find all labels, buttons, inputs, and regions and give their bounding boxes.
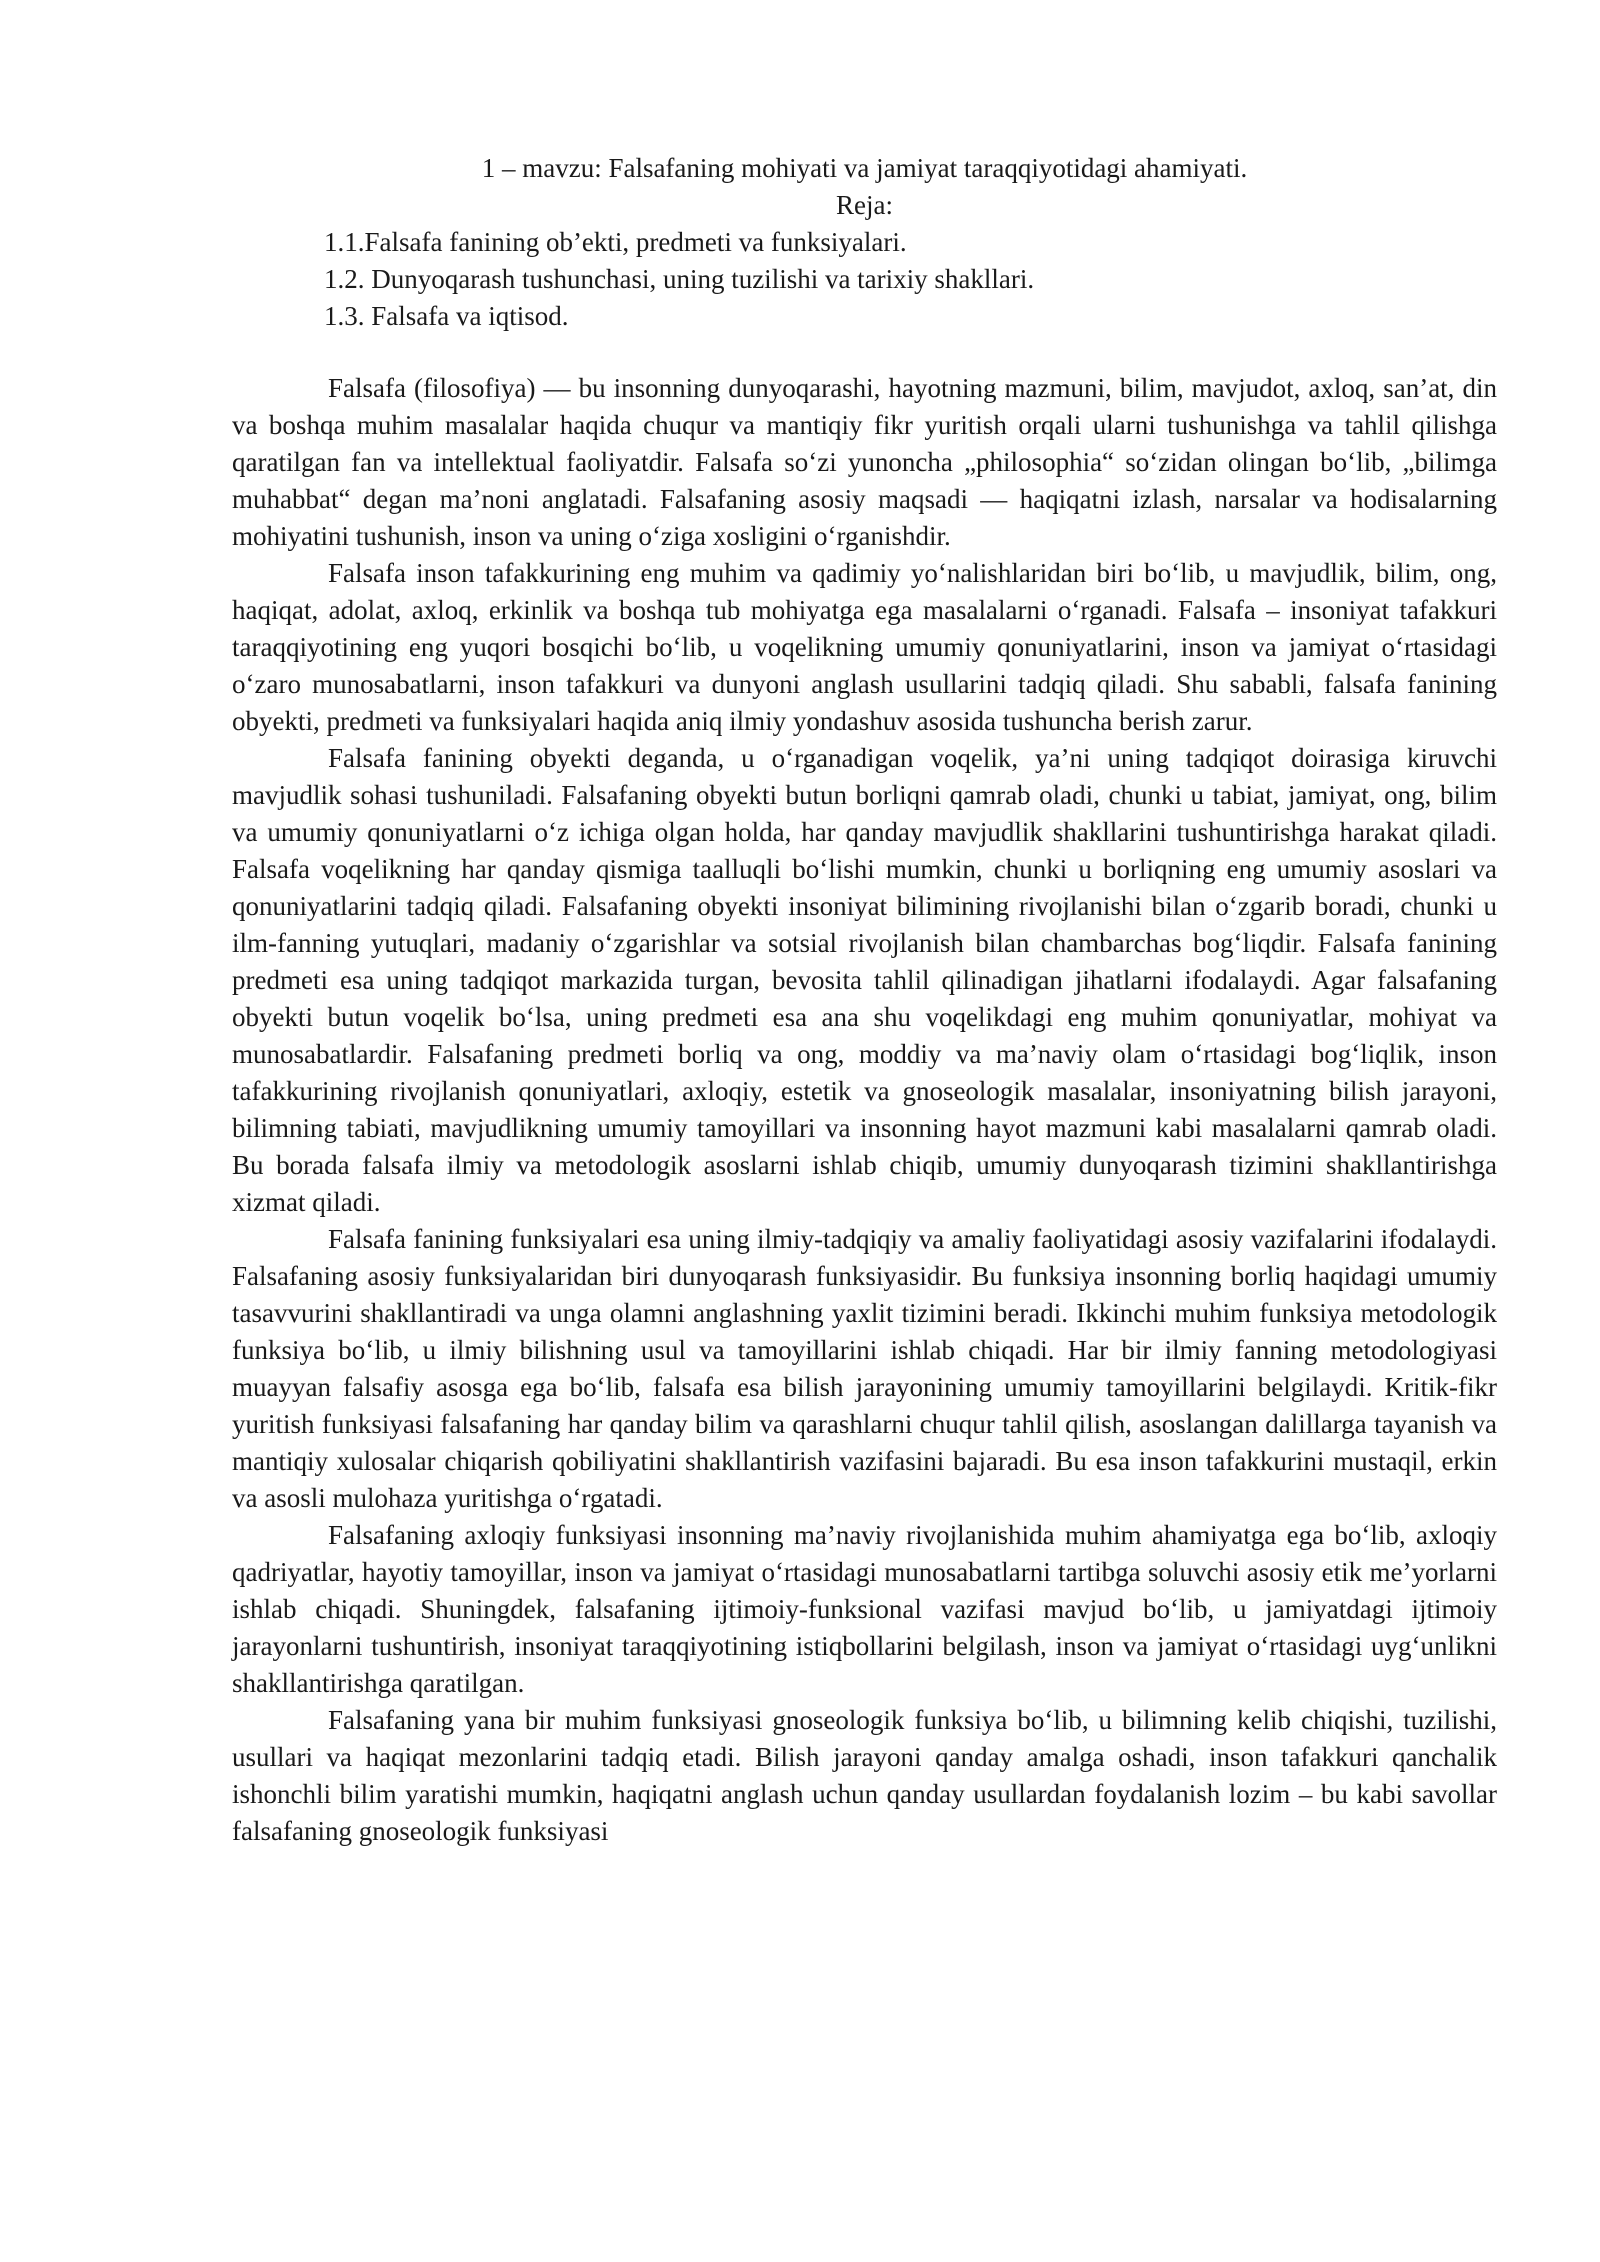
paragraph: Falsafa (filosofiya) — bu insonning dunyoqarashi, hayotning mazmuni, bilim, mavjudot, axloq, san’at, din va boshqa muhim masalalar haqida chuqur va mantiqiy fikr yuritish orqali ularni tushunishga va tahlil qilishga qaratilgan fan va intellektual faoliyatdir. Falsafa so‘zi yunoncha „philosophia“ so‘zidan olingan bo‘lib, „bilimga muhabbat“ degan ma’noni anglatadi. Falsafaning asosiy maqsadi — haqiqatni izlash, narsalar va hodisalarning mohiyatini tushunish, inson va uning o‘ziga xosligini o‘rganishdir. <box>232 373 1497 551</box>
lesson-title: 1 – mavzu: Falsafaning mohiyati va jamiyat taraqqiyotidagi ahamiyati. <box>481 153 1248 183</box>
paragraph: Falsafa fanining obyekti deganda, u o‘rganadigan voqelik, ya’ni uning tadqiqot doirasiga kiruvchi mavjudlik sohasi tushuniladi. Falsafaning obyekti butun borliqni qamrab oladi, chunki u tabiat, jamiyat, ong, bilim va umumiy qonuniyatlarni o‘z ichiga olgan holda, har qanday mavjudlik shakllarini tushuntirishga harakat qiladi. Falsafa voqelikning har qanday qismiga taalluqli bo‘lishi mumkin, chunki u borliqning eng umumiy asoslari va qonuniyatlarini tadqiq qiladi. Falsafaning obyekti insoniyat bilimining rivojlanishi bilan o‘zgarib boradi, chunki u ilm-fanning yutuqlari, madaniy o‘zgarishlar va sotsial rivojlanish bilan chambarchas bog‘liqdir. Falsafa fanining predmeti esa uning tadqiqot markazida turgan, bevosita tahlil qilinadigan jihatlarni ifodalaydi. Agar falsafaning obyekti butun voqelik bo‘lsa, uning predmeti esa ana shu voqelikdagi eng muhim qonuniyatlar, mohiyat va munosabatlardir. Falsafaning predmeti borliq va ong, moddiy va ma’naviy olam o‘rtasidagi bog‘liqlik, inson tafakkurining rivojlanish qonuniyatlari, axloqiy, estetik va gnoseologik masalalar, insoniyatning bilish jarayoni, bilimning tabiati, mavjudlikning umumiy tamoyillari va insonning hayot mazmuni kabi masalalarni qamrab oladi. Bu borada falsafa ilmiy va metodologik asoslarni ishlab chiqib, umumiy dunyoqarash tizimini shakllantirishga xizmat qiladi. <box>232 743 1497 1217</box>
paragraph: Falsafa inson tafakkurining eng muhim va qadimiy yo‘nalishlaridan biri bo‘lib, u mavjudlik, bilim, ong, haqiqat, adolat, axloq, erkinlik va boshqa tub mohiyatga ega masalalarni o‘rganadi. Falsafa – insoniyat tafakkuri taraqqiyotining eng yuqori bosqichi bo‘lib, u voqelikning umumiy qonuniyatlarini, inson va jamiyat o‘rtasidagi o‘zaro munosabatlarni, inson tafakkuri va dunyoni anglash usullarini tadqiq qiladi. Shu sababli, falsafa fanining obyekti, predmeti va funksiyalari haqida aniq ilmiy yondashuv asosida tushuncha berish zarur. <box>232 558 1497 736</box>
plan-item-2: 1.2. Dunyoqarash tushunchasi, uning tuzilishi va tarixiy shakllari. <box>324 264 1035 294</box>
document-page <box>232 150 1497 1850</box>
paragraph: Falsafaning yana bir muhim funksiyasi gnoseologik funksiya bo‘lib, u bilimning kelib chiqishi, tuzilishi, usullari va haqiqat mezonlarini tadqiq etadi. Bilish jarayoni qanday amalga oshadi, inson tafakkuri qanchalik ishonchli bilim yaratishi mumkin, haqiqatni anglash uchun qanday usullardan foydalanish lozim – bu kabi savollar falsafaning gnoseologik funksiyasi <box>232 1705 1497 1846</box>
plan-item-1: 1.1.Falsafa fanining ob’ekti, predmeti va funksiyalari. <box>324 227 907 257</box>
plan-heading: Reja: <box>836 190 893 220</box>
body-text <box>232 370 1497 1850</box>
plan-list <box>232 224 1497 335</box>
plan-item-3: 1.3. Falsafa va iqtisod. <box>324 301 569 331</box>
paragraph: Falsafaning axloqiy funksiyasi insonning ma’naviy rivojlanishida muhim ahamiyatga ega bo‘lib, axloqiy qadriyatlar, hayotiy tamoyillar, inson va jamiyat o‘rtasidagi munosabatlarni tartibga soluvchi asosiy etik me’yorlarni ishlab chiqadi. Shuningdek, falsafaning ijtimoiy-funksional vazifasi mavjud bo‘lib, u jamiyatdagi ijtimoiy jarayonlarni tushuntirish, insoniyat taraqqiyotining istiqbollarini belgilash, inson va jamiyat o‘rtasidagi uyg‘unlikni shakllantirishga qaratilgan. <box>232 1520 1497 1698</box>
paragraph: Falsafa fanining funksiyalari esa uning ilmiy-tadqiqiy va amaliy faoliyatidagi asosiy vazifalarini ifodalaydi. Falsafaning asosiy funksiyalaridan biri dunyoqarash funksiyasidir. Bu funksiya insonning borliq haqidagi umumiy tasavvurini shakllantiradi va unga olamni anglashning yaxlit tizimini beradi. Ikkinchi muhim funksiya metodologik funksiya bo‘lib, u ilmiy bilishning usul va tamoyillarini ishlab chiqadi. Har bir ilmiy fanning metodologiyasi muayyan falsafiy asosga ega bo‘lib, falsafa esa bilish jarayonining umumiy tamoyillarini belgilaydi. Kritik-fikr yuritish funksiyasi falsafaning har qanday bilim va qarashlarni chuqur tahlil qilish, asoslangan dalillarga tayanish va mantiqiy xulosalar chiqarish qobiliyatini shakllantirish vazifasini bajaradi. Bu esa inson tafakkurini mustaqil, erkin va asosli mulohaza yuritishga o‘rgatadi. <box>232 1224 1497 1513</box>
